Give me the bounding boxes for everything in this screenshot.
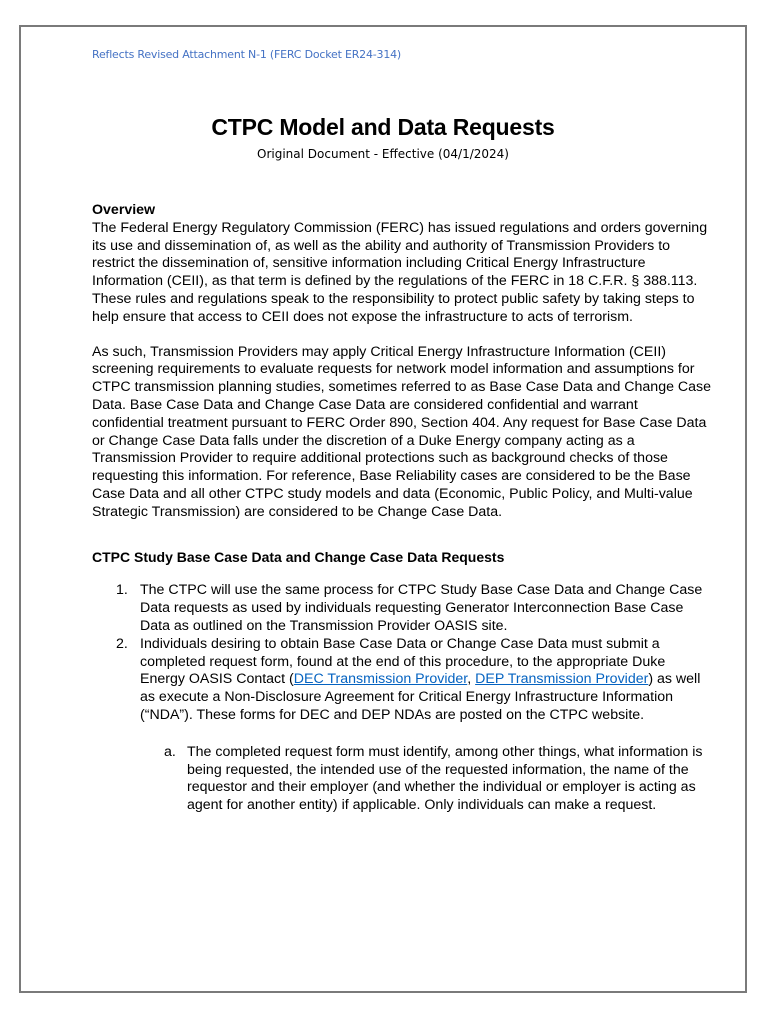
overview-paragraph-2: As such, Transmission Providers may apply Critical Energy Infrastructure Information (CEII) screening requirements to evaluate requests for network model information and assumptions for CTPC transmission planning studies, sometimes referred to as Base Case Data and Change Case Data. Base Case Data and Change Case Data are considered confidential and warrant confidential treatment pursuant to FERC Order 890, Section 404. Any request for Base Case Data or Change Case Data falls under the discretion of a Duke Energy company acting as a Transmission Provider to require additional protections such as background checks of those requesting this information. For reference, Base Reliability cases are considered to be the Base Case Data and all other CTPC study models and data (Economic, Public Policy, and Multi-value Strategic Transmission) are considered to be Change Case Data. xyxy=(92,343,712,520)
sub-list-item xyxy=(164,743,712,815)
list-number: 2. xyxy=(116,635,128,652)
dep-transmission-provider-link[interactable]: DEP Transmission Provider xyxy=(475,671,649,688)
header-note: Reflects Revised Attachment N-1 (FERC Docket ER24-314) xyxy=(92,48,402,61)
page-title: CTPC Model and Data Requests xyxy=(211,114,555,140)
list-item-text-continued: ) as well as execute a Non-Disclosure Agreement for Critical Energy Infrastructure Information (“NDA”). These forms for DEC and DEP NDAs are posted on the CTPC website. xyxy=(140,671,701,723)
section-heading: CTPC Study Base Case Data and Change Case Data Requests xyxy=(92,548,505,565)
document-page xyxy=(19,25,747,993)
list-item-text: Individuals desiring to obtain Base Case Data or Change Case Data must submit a completed request form, found at the end of this procedure, to the appropriate Duke Energy OASIS Contact ( xyxy=(140,635,666,688)
list-item-text: The CTPC will use the same process for CTPC Study Base Case Data and Change Case Data requests as used by individuals requesting Generator Interconnection Base Case Data as outlined on the Transmission Provider OASIS site. xyxy=(140,582,703,634)
list-item xyxy=(116,582,712,635)
list-item xyxy=(116,635,712,815)
link-separator: , xyxy=(467,671,476,688)
overview-paragraph-1: The Federal Energy Regulatory Commission (FERC) has issued regulations and orders governing its use and dissemination of, as well as the ability and authority of Transmission Providers to restrict the dissemination of, sensitive information including Critical Energy Infrastructure Information (CEII), as that term is defined by the regulations of the FERC in 18 C.F.R. § 388.113. These rules and regulations speak to the responsibility to protect public safety by taking steps to help ensure that access to CEII does not expose the infrastructure to acts of terrorism. xyxy=(92,219,708,325)
request-steps-list xyxy=(92,582,712,815)
page-subtitle: Original Document - Effective (04/1/2024) xyxy=(257,147,509,161)
sub-list xyxy=(140,744,712,815)
sub-list-item-text: The completed request form must identify, among other things, what information is being requested, the intended use of the requested information, the name of the requestor and their employer (and whether the individual or employer is acting as agent for another entity) if applicable. Only individuals can make a request. xyxy=(187,743,703,814)
list-number: 1. xyxy=(116,582,128,599)
overview-heading: Overview xyxy=(92,202,156,218)
document-body xyxy=(92,202,712,815)
sub-list-letter: a. xyxy=(164,743,176,760)
dec-transmission-provider-link[interactable]: DEC Transmission Provider xyxy=(293,671,468,688)
